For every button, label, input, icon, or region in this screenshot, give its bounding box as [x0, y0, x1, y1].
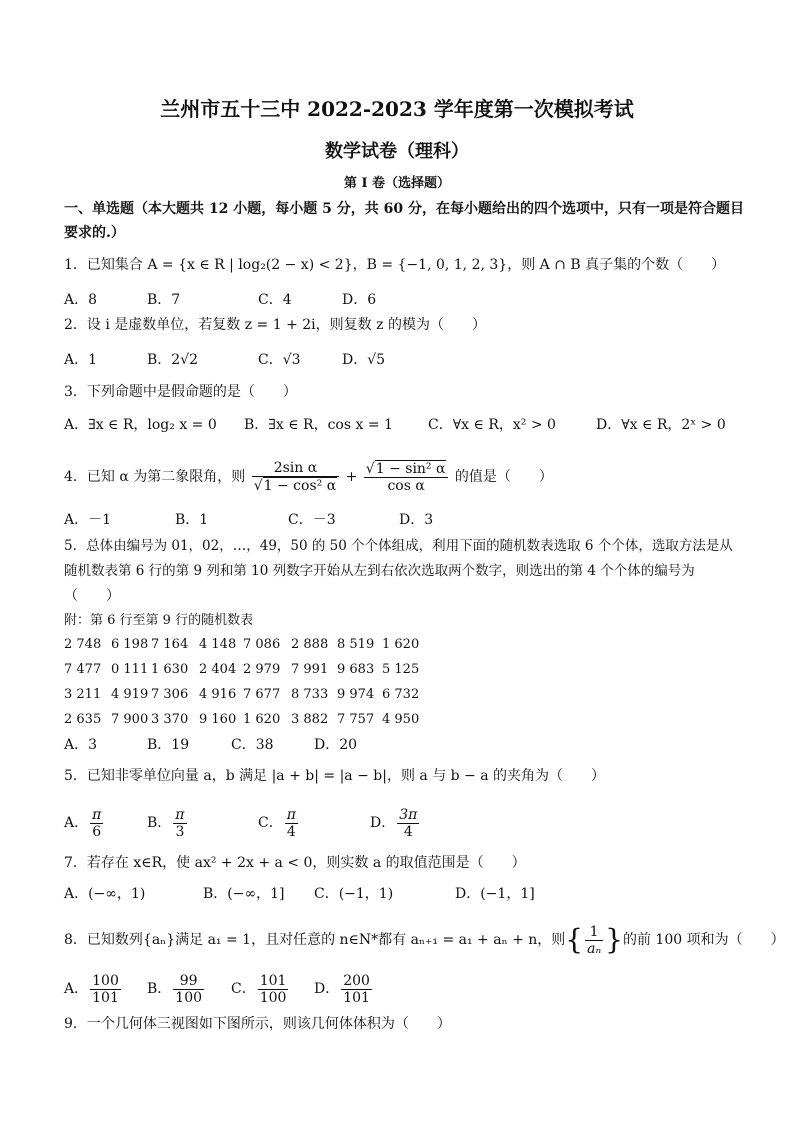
q7-option-a: A．(−∞，1) [64, 886, 146, 902]
q7-option-d: D．(−1，1] [455, 886, 535, 902]
q8-option-a: A． $\frac{100}{101}$ [64, 972, 119, 1006]
question-5-line1: 5．总体由编号为 01，02，…，49，50 的 50 个个体组成，利用下面的随机数表选取 6 个个体，选取方法是从 [64, 538, 733, 554]
q2-option-d: D．√5 [342, 352, 386, 368]
table-cell: 6 198 [111, 637, 149, 652]
q1-option-a: A．8 [64, 292, 98, 308]
q4-fraction-1-numerator: 2sin α [252, 460, 339, 477]
table-cell: 4 919 [111, 687, 149, 702]
q4-fraction-1-denominator: √1 − cos² α [253, 478, 337, 494]
table-cell: 8 519 [337, 637, 375, 652]
table-cell: 9 974 [337, 687, 375, 702]
q3-option-c: C．∀x ∈ R，x² > 0 [428, 417, 556, 433]
q2-option-b: B．2√2 [147, 352, 199, 368]
question-3-text: 3．下列命题中是假命题的是（ ） [64, 384, 297, 400]
q3-option-b: B．∃x ∈ R，cos x = 1 [244, 417, 393, 433]
table-cell: 6 732 [382, 687, 420, 702]
table-cell: 5 125 [382, 662, 420, 677]
q5-option-d: D．20 [314, 737, 358, 753]
q3-option-d: D．∀x ∈ R，2ˣ > 0 [596, 417, 726, 433]
section-heading: 第 I 卷（选择题） [343, 176, 451, 191]
q5-option-c: C．38 [231, 737, 274, 753]
q4-fraction-2 [364, 460, 449, 494]
table-cell: 7 306 [151, 687, 189, 702]
table-cell: 8 733 [291, 687, 329, 702]
q7-option-c: C．(−1，1) [314, 886, 394, 902]
table-cell: 7 086 [243, 637, 281, 652]
table-cell: 7 164 [151, 637, 189, 652]
exam-subtitle: 数学试卷（理科） [325, 141, 469, 162]
exam-title: 兰州市五十三中 2022-2023 学年度第一次模拟考试 [160, 97, 634, 121]
q2-option-c: C．√3 [258, 352, 301, 368]
q7-option-b: B．(−∞，1] [203, 886, 285, 902]
q4-option-d: D．3 [399, 512, 434, 528]
table-cell: 0 111 [111, 662, 149, 677]
q8-prefix: 8．已知数列{aₙ}满足 a₁ = 1，且对任意的 n∈N*都有 aₙ₊₁ = a₁ + aₙ + n，则 [64, 932, 566, 948]
q8-brace-fraction: $\frac{1}{\text{aₙ}}$ [587, 923, 602, 957]
table-cell: 4 950 [382, 712, 420, 727]
q5-option-a: A．3 [64, 737, 98, 753]
table-cell: 2 979 [243, 662, 281, 677]
table-cell: 1 620 [382, 637, 420, 652]
table-cell: 7 477 [64, 662, 102, 677]
q4-option-b: B．1 [175, 512, 209, 528]
table-cell: 2 888 [291, 637, 329, 652]
q6-option-c: C． $\frac{\pi}{4}$ [258, 806, 296, 840]
q6-option-a: A． $\frac{\pi}{6}$ [64, 806, 102, 840]
q4-fraction-2-denominator: cos α [387, 478, 425, 494]
table-cell: 2 404 [199, 662, 237, 677]
table-cell: 7 677 [243, 687, 281, 702]
question-6-text: 5．已知非零单位向量 a，b 满足 |a + b| = |a − b|，则 a 与 b − a 的夹角为（ ） [64, 768, 606, 784]
q6-option-d: D． $\frac{3\pi}{4}$ [370, 806, 418, 840]
table-cell: 3 370 [151, 712, 189, 727]
table-cell: 1 630 [151, 662, 189, 677]
q8-option-b: B． $\frac{99}{100}$ [147, 972, 203, 1006]
q1-option-b: B．7 [147, 292, 181, 308]
q3-option-a: A．∃x ∈ R，log₂ x = 0 [64, 417, 217, 433]
table-cell: 9 160 [199, 712, 237, 727]
table-cell: 3 882 [291, 712, 329, 727]
table-cell: 9 683 [337, 662, 375, 677]
q8-option-c: C． $\frac{101}{100}$ [231, 972, 287, 1006]
q4-option-a: A．－1 [64, 512, 112, 528]
q4-plus: + [345, 469, 358, 485]
question-2-text: 2．设 i 是虚数单位，若复数 z = 1 + 2i，则复数 z 的模为（ ） [64, 317, 486, 333]
q8-right-brace: } [605, 923, 623, 956]
table-cell: 2 748 [64, 637, 102, 652]
question-7-text: 7．若存在 x∈R，使 ax² + 2x + a < 0，则实数 a 的取值范围是（ ） [64, 855, 526, 871]
q4-suffix: 的值是（ ） [454, 469, 553, 485]
q8-suffix: 的前 100 项和为（ ） [622, 932, 785, 948]
q4-fraction-2-numerator: √1 − sin² α [364, 460, 449, 478]
question-1-text: 1．已知集合 A = {x ∈ R | log₂(2 − x) < 2}，B = {−1, 0, 1, 2, 3}，则 A ∩ B 真子集的个数（ ） [64, 257, 726, 273]
table-cell: 7 991 [291, 662, 329, 677]
table-cell: 7 757 [337, 712, 375, 727]
question-4-text [64, 455, 553, 499]
q8-left-brace: { [565, 923, 584, 956]
question-5-line2: 随机数表第 6 行的第 9 列和第 10 列数字开始从左到右依次选取两个数字，则选出的第 4 个个体的编号为 [64, 563, 695, 579]
random-table-caption: 附：第 6 行至第 9 行的随机数表 [64, 613, 254, 628]
table-cell: 4 148 [199, 637, 237, 652]
q2-option-a: A．1 [64, 352, 98, 368]
part1-heading-line1: 一、单选题（本大题共 12 小题，每小题 5 分，共 60 分，在每小题给出的四个选项中，只有一项是符合题目 [64, 201, 744, 217]
q1-option-c: C．4 [258, 292, 292, 308]
part1-heading-line2: 要求的.） [64, 225, 125, 241]
question-9-text: 9．一个几何体三视图如下图所示，则该几何体体积为（ ） [64, 1016, 451, 1032]
q4-prefix: 4．已知 α 为第二象限角，则 [64, 469, 246, 485]
q4-option-c: C．－3 [288, 512, 336, 528]
question-5-line3: （ ） [64, 588, 120, 604]
table-cell: 2 635 [64, 712, 102, 727]
table-cell: 1 620 [243, 712, 281, 727]
table-cell: 7 900 [111, 712, 149, 727]
q4-fraction-1 [252, 460, 339, 494]
q6-option-b: B． $\frac{\pi}{3}$ [147, 806, 185, 840]
question-8-text [64, 918, 785, 962]
q5-option-b: B．19 [147, 737, 190, 753]
q8-option-d: D． $\frac{200}{101}$ [314, 972, 370, 1006]
table-cell: 3 211 [64, 687, 102, 702]
q1-option-d: D．6 [342, 292, 377, 308]
table-cell: 4 916 [199, 687, 237, 702]
